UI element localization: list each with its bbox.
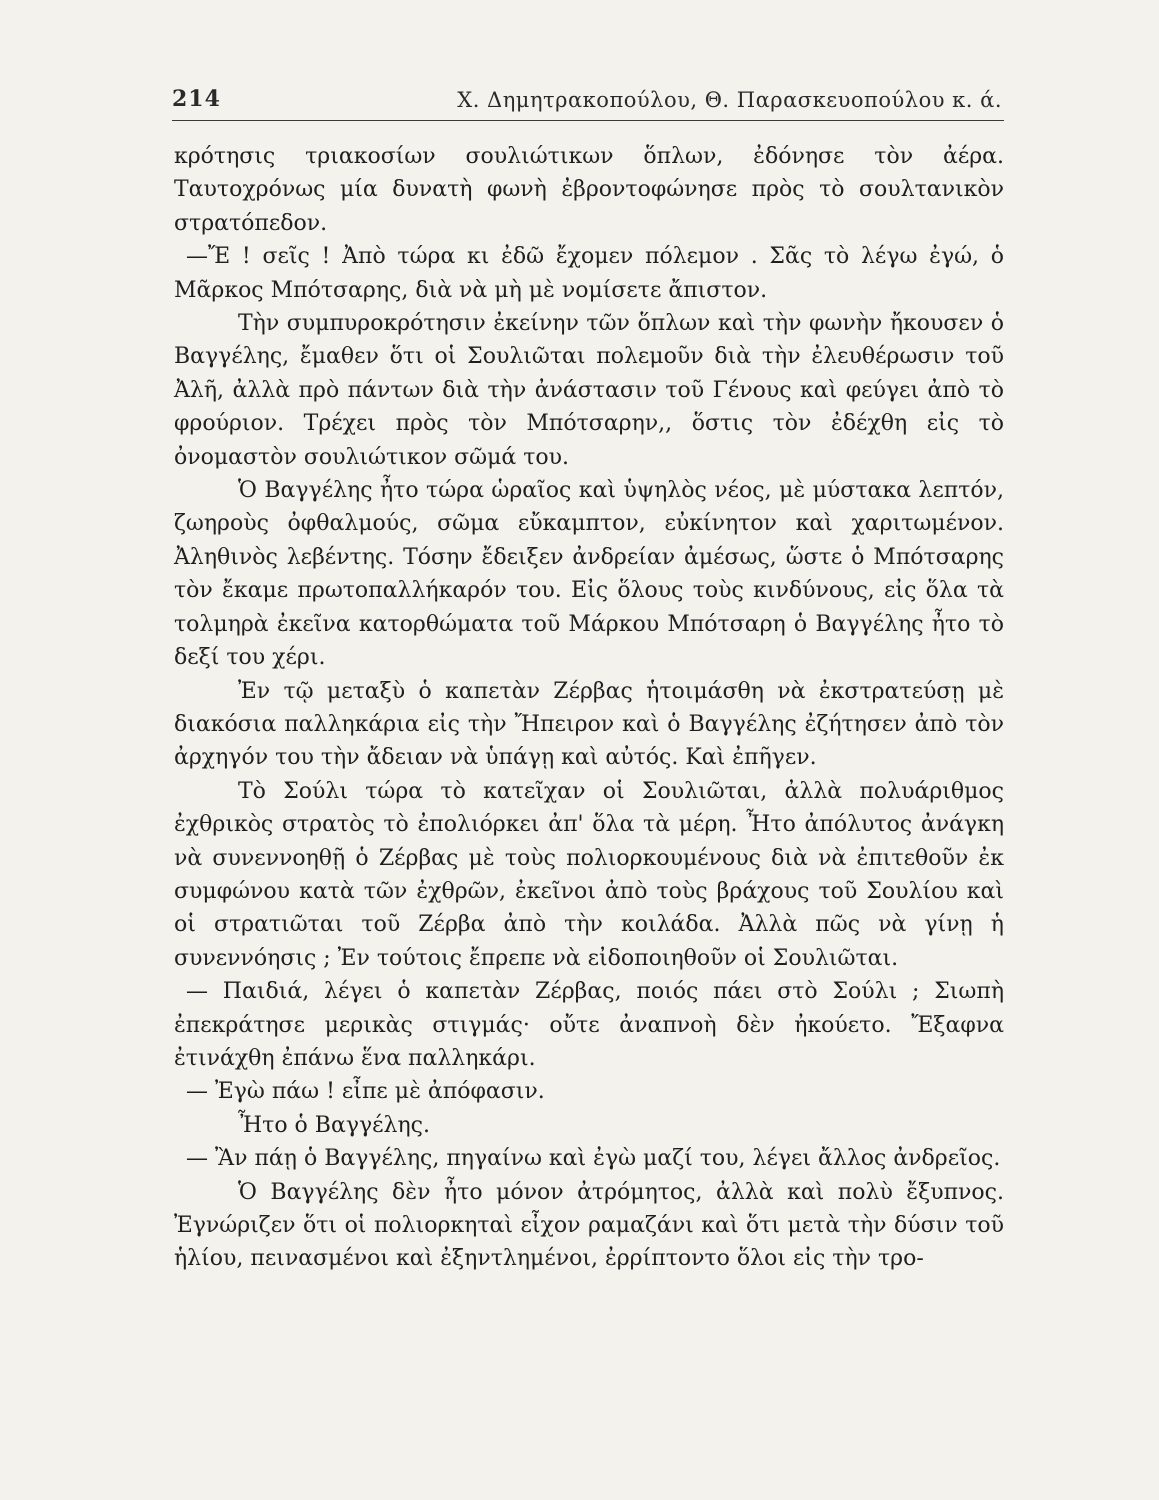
body-text — [174, 140, 1004, 1276]
page-header — [172, 84, 1004, 121]
page-number: 214 — [172, 86, 221, 112]
paragraph: κρότησις τριακοσίων σουλιώτικων ὅπλων, ἐδόνησε τὸν ἀέρα. Ταυτοχρόνως μία δυνατὴ φωνὴ ἐβροντοφώνησε πρὸς τὸ σουλτανικὸν στρατόπεδον. — [174, 144, 1004, 236]
paragraph: Ὁ Βαγγέλης ἦτο τώρα ὡραῖος καὶ ὑψηλὸς νέος, μὲ μύστακα λεπτόν, ζωηροὺς ὀφθαλμούς, σῶμα εὔκαμπτον, εὐκίνητον καὶ χαριτωμένον. Ἀληθινὸς λεβέντης. Τόσην ἔδειξεν ἀνδρείαν ἀμέσως, ὥστε ὁ Μπότσαρης τὸν ἔκαμε πρωτοπαλλήκαρόν του. Εἰς ὅλους τοὺς κινδύνους, εἰς ὅλα τὰ τολμηρὰ ἐκεῖνα κατορθώματα τοῦ Μάρκου Μπότσαρη ὁ Βαγγέλης ἦτο τὸ δεξί του χέρι. — [174, 478, 1004, 671]
paragraph: Ὁ Βαγγέλης δὲν ἦτο μόνον ἀτρόμητος, ἀλλὰ καὶ πολὺ ἔξυπνος. Ἐγνώριζεν ὅτι οἱ πολιορκηταὶ εἶχον ραμαζάνι καὶ ὅτι μετὰ τὴν δύσιν τοῦ ἡλίου, πεινασμένοι καὶ ἐξηντλημένοι, ἐρρίπτοντο ὅλοι εἰς τὴν τρο- — [174, 1179, 1004, 1272]
paragraph: — Παιδιά, λέγει ὁ καπετὰν Ζέρβας, ποιός πάει στὸ Σούλι ; Σιωπὴ ἐπεκράτησε μερικὰς στιγμάς· οὔτε ἀναπνοὴ δὲν ἠκούετο. Ἔξαφνα ἐτινάχθη ἐπάνω ἕνα παλληκάρι. — [174, 979, 1004, 1071]
paragraph: — Ἂν πάῃ ὁ Βαγγέλης, πηγαίνω καὶ ἐγὼ μαζί του, λέγει ἄλλος ἀνδρεῖος. — [186, 1146, 1001, 1172]
paragraph: Ἦτο ὁ Βαγγέλης. — [238, 1112, 430, 1138]
paragraph: —Ἔ ! σεῖς ! Ἀπὸ τώρα κι ἐδῶ ἔχομεν πόλεμον . Σᾶς τὸ λέγω ἐγώ, ὁ Μᾶρκος Μπότσαρης, διὰ νὰ μὴ μὲ νομίσετε ἄπιστον. — [174, 244, 1004, 303]
paragraph: Τὸ Σούλι τώρα τὸ κατεῖχαν οἱ Σουλιῶται, ἀλλὰ πολυάριθμος ἐχθρικὸς στρατὸς τὸ ἐπολιόρκει ἀπ' ὅλα τὰ μέρη. Ἦτο ἀπόλυτος ἀνάγκη νὰ συνεννοηθῇ ὁ Ζέρβας μὲ τοὺς πολιορκουμένους διὰ νὰ ἐπιτεθοῦν ἐκ συμφώνου κατὰ τῶν ἐχθρῶν, ἐκεῖνοι ἀπὸ τοὺς βράχους τοῦ Σουλίου καὶ οἱ στρατιῶται τοῦ Ζέρβα ἀπὸ τὴν κοιλάδα. Ἀλλὰ πῶς νὰ γίνῃ ἡ συνεννόησις ; Ἐν τούτοις ἔπρεπε νὰ εἰδοποιηθοῦν οἱ Σουλιῶται. — [174, 778, 1004, 971]
paragraph: Τὴν συμπυροκρότησιν ἐκείνην τῶν ὅπλων καὶ τὴν φωνὴν ἤκουσεν ὁ Βαγγέλης, ἔμαθεν ὅτι οἱ Σουλιῶται πολεμοῦν διὰ τὴν ἐλευθέρωσιν τοῦ Ἀλῆ, ἀλλὰ πρὸ πάντων διὰ τὴν ἀνάστασιν τοῦ Γένους καὶ φεύγει ἀπὸ τὸ φρούριον. Τρέχει πρὸς τὸν Μπότσαρην,, ὅστις τὸν ἐδέχθη εἰς τὸ ὀνομαστὸν σουλιώτικον σῶμά του. — [174, 311, 1004, 470]
paragraph: Ἐν τῷ μεταξὺ ὁ καπετὰν Ζέρβας ἡτοιμάσθη νὰ ἐκστρατεύσῃ μὲ διακόσια παλληκάρια εἰς τὴν Ἤπειρον καὶ ὁ Βαγγέλης ἐζήτησεν ἀπὸ τὸν ἀρχηγόν του τὴν ἄδειαν νὰ ὑπάγῃ καὶ αὐτός. Καὶ ἐπῆγεν. — [174, 678, 1004, 771]
paragraph: — Ἐγὼ πάω ! εἶπε μὲ ἀπόφασιν. — [186, 1079, 545, 1105]
running-head: Χ. Δημητρακοπούλου, Θ. Παρασκευοπούλου κ. ά. — [457, 88, 1002, 112]
